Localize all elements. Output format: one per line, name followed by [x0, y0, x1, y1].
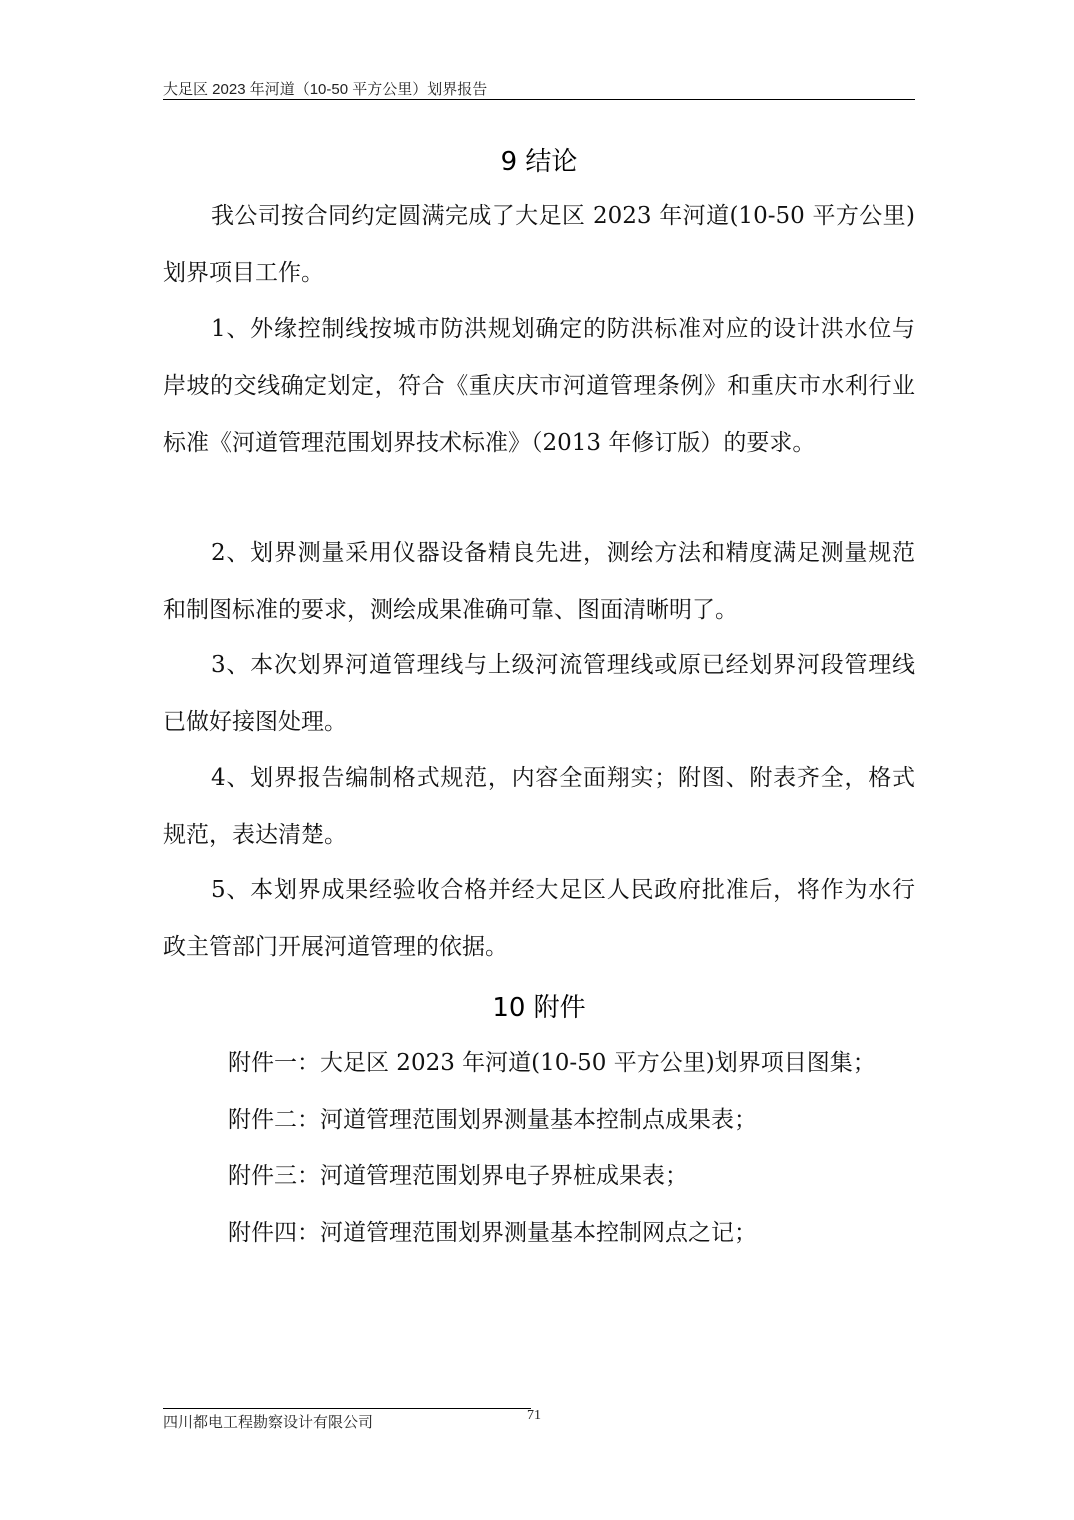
conclusion-intro-paragraph: 我公司按合同约定圆满完成了大足区 2023 年河道(10-50 平方公里)划界项目工作。 [163, 203, 915, 286]
header-divider [163, 99, 915, 100]
conclusion-point-4: 4、划界报告编制格式规范，内容全面翔实；附图、附表齐全，格式规范，表达清楚。 [163, 765, 915, 848]
page-number: 71 [527, 1408, 541, 1423]
running-header: 大足区 2023 年河道（10-50 平方公里）划界报告 [163, 81, 488, 98]
attachments-heading: 10 附件 [492, 993, 586, 1023]
conclusion-point-1: 1、外缘控制线按城市防洪规划确定的防洪标准对应的设计洪水位与岸坡的交线确定划定，符合《重庆庆市河道管理条例》和重庆市水利行业标准《河道管理范围划界技术标准》（2013 年修订版）的要求。 [163, 316, 915, 456]
footer-divider [163, 1408, 531, 1409]
attachment-item: 附件二：河道管理范围划界测量基本控制点成果表； [228, 1107, 757, 1133]
attachment-item: 附件三：河道管理范围划界电子界桩成果表； [228, 1163, 688, 1189]
conclusion-heading: 9 结论 [500, 147, 578, 177]
conclusion-point-3: 3、本次划界河道管理线与上级河流管理线或原已经划界河段管理线已做好接图处理。 [163, 652, 915, 735]
footer-company-name: 四川都电工程勘察设计有限公司 [163, 1414, 374, 1431]
attachment-item: 附件四：河道管理范围划界测量基本控制网点之记； [228, 1220, 757, 1246]
attachment-item: 附件一：大足区 2023 年河道(10-50 平方公里)划界项目图集； [228, 1050, 876, 1076]
conclusion-point-5: 5、本划界成果经验收合格并经大足区人民政府批准后，将作为水行政主管部门开展河道管理的依据。 [163, 877, 915, 960]
conclusion-point-2: 2、划界测量采用仪器设备精良先进，测绘方法和精度满足测量规范和制图标准的要求，测绘成果准确可靠、图面清晰明了。 [163, 540, 915, 623]
